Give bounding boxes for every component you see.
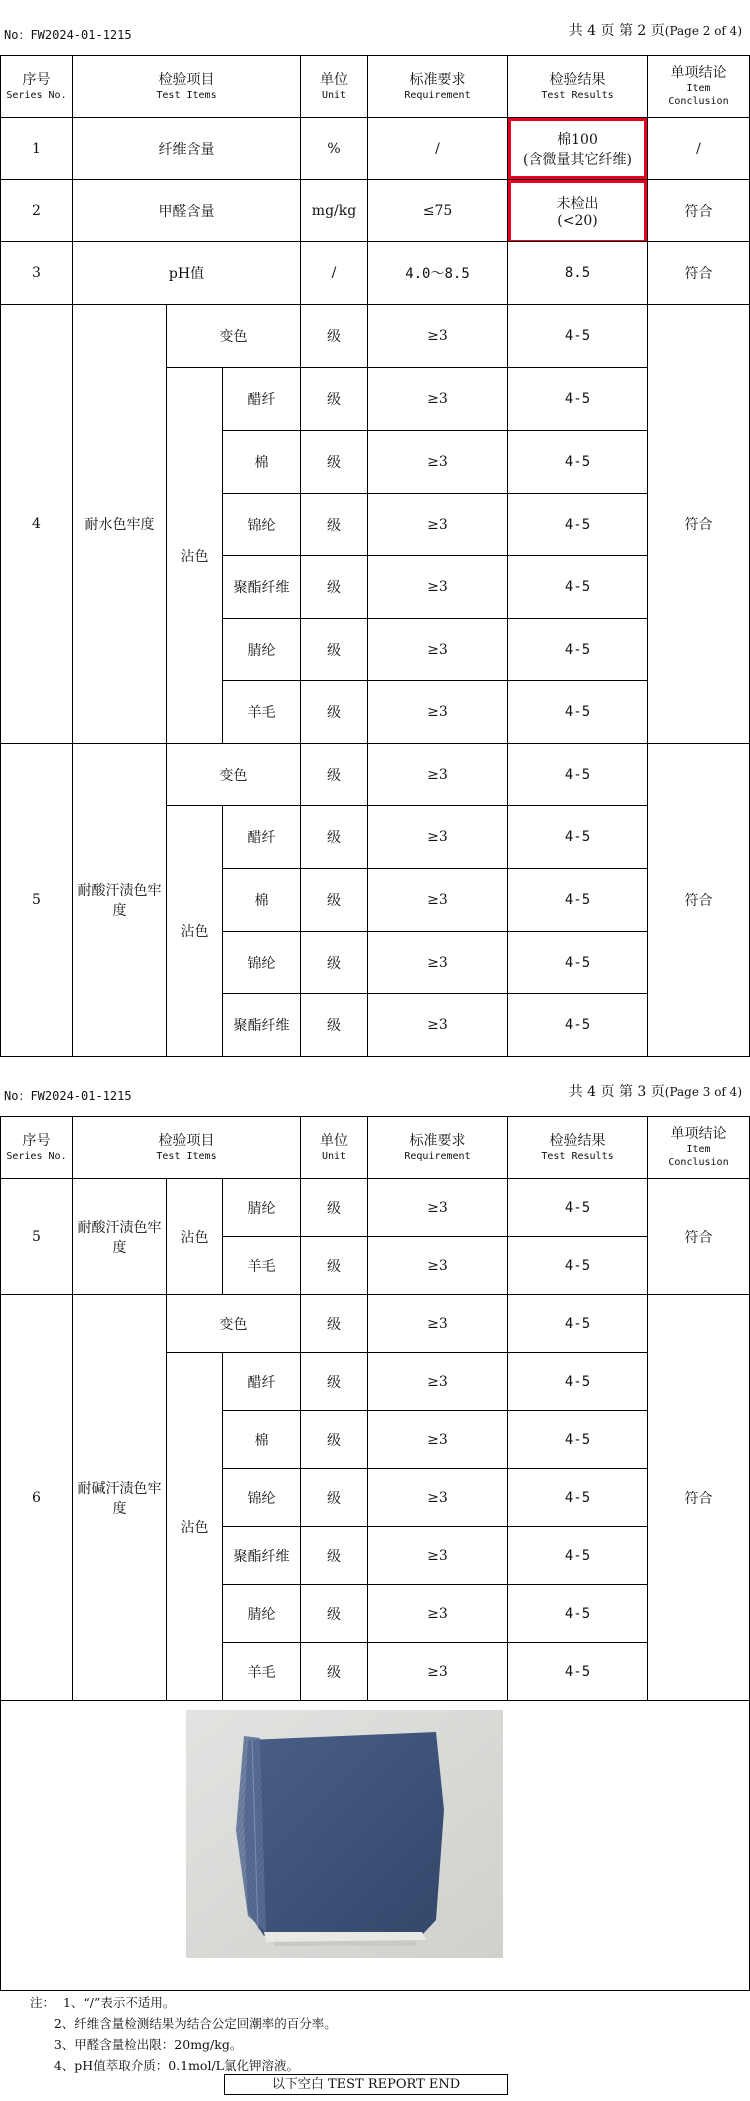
- fabric-name: 棉: [223, 869, 301, 932]
- page-indicator: 共 4 页 第 3 页(Page 3 of 4): [568, 1084, 742, 1100]
- header-conclusion: 单项结论 Item Conclusion: [648, 56, 750, 118]
- unit: 级: [301, 305, 368, 368]
- unit: 级: [301, 744, 368, 806]
- unit: /: [301, 242, 368, 305]
- requirement: ≥3: [368, 368, 508, 431]
- requirement: ≥3: [368, 681, 508, 744]
- fabric-name: 羊毛: [223, 1643, 301, 1701]
- header-unit: 单位 Unit: [301, 56, 368, 118]
- result: 4-5: [508, 1643, 648, 1701]
- unit: 级: [301, 1527, 368, 1585]
- test-item: 耐碱汗渍色牢度: [73, 1295, 167, 1701]
- test-item: 纤维含量: [73, 118, 301, 180]
- highlighted-result: 棉100 (含微量其它纤维): [508, 118, 648, 180]
- conclusion: 符合: [648, 180, 750, 242]
- report-number: No：FW2024-01-1215: [4, 1089, 132, 1103]
- unit: 级: [301, 1179, 368, 1237]
- result: 4-5: [508, 1527, 648, 1585]
- table-row: [1, 1295, 750, 1353]
- unit: 级: [301, 806, 368, 869]
- test-item: 甲醛含量: [73, 180, 301, 242]
- header-results: 检验结果 Test Results: [508, 1117, 648, 1179]
- table-row: [1, 242, 750, 305]
- page-3-header: [0, 1081, 750, 1105]
- result: 4-5: [508, 681, 648, 744]
- result: 4-5: [508, 1469, 648, 1527]
- result: 4-5: [508, 494, 648, 556]
- unit: 级: [301, 1295, 368, 1353]
- requirement: /: [368, 118, 508, 180]
- header-test-items: 检验项目 Test Items: [73, 56, 301, 118]
- note-3: 3、甲醛含量检出限：20mg/kg。: [30, 2037, 243, 2052]
- unit: 级: [301, 431, 368, 494]
- fabric-name: 醋纤: [223, 1353, 301, 1411]
- result: 4-5: [508, 1295, 648, 1353]
- header-series: 序号 Series No.: [1, 1117, 73, 1179]
- requirement: ≥3: [368, 1237, 508, 1295]
- staining-label: 沾色: [167, 1353, 223, 1701]
- fabric-name: 锦纶: [223, 932, 301, 994]
- conclusion: 符合: [648, 242, 750, 305]
- result: 4-5: [508, 619, 648, 681]
- unit: %: [301, 118, 368, 180]
- result: 4-5: [508, 932, 648, 994]
- requirement: ≥3: [368, 1295, 508, 1353]
- series-no: 1: [1, 118, 73, 180]
- series-no: 6: [1, 1295, 73, 1701]
- test-item: pH值: [73, 242, 301, 305]
- requirement: ≥3: [368, 556, 508, 619]
- sample-photo: [186, 1710, 503, 1958]
- report-end-label: 以下空白 TEST REPORT END: [224, 2074, 508, 2095]
- highlight-box: [508, 180, 647, 242]
- requirement: ≥3: [368, 1585, 508, 1643]
- result: 4-5: [508, 1237, 648, 1295]
- color-change-label: 变色: [167, 305, 301, 368]
- note-1: 注： 1、“/”表示不适用。: [30, 1995, 176, 2010]
- table-row: [1, 180, 750, 242]
- requirement: ≤75: [368, 180, 508, 242]
- result: 4-5: [508, 368, 648, 431]
- unit: 级: [301, 1353, 368, 1411]
- color-change-label: 变色: [167, 744, 301, 806]
- unit: 级: [301, 494, 368, 556]
- unit: 级: [301, 368, 368, 431]
- requirement: ≥3: [368, 1527, 508, 1585]
- fabric-name: 羊毛: [223, 681, 301, 744]
- conclusion: 符合: [648, 305, 750, 744]
- conclusion: 符合: [648, 1179, 750, 1295]
- table-row: [1, 118, 750, 180]
- unit: 级: [301, 932, 368, 994]
- requirement: ≥3: [368, 932, 508, 994]
- requirement: ≥3: [368, 744, 508, 806]
- fabric-name: 棉: [223, 431, 301, 494]
- unit: mg/kg: [301, 180, 368, 242]
- unit: 级: [301, 1237, 368, 1295]
- result: 4-5: [508, 1585, 648, 1643]
- unit: 级: [301, 1585, 368, 1643]
- header-test-items: 检验项目 Test Items: [73, 1117, 301, 1179]
- conclusion: 符合: [648, 1295, 750, 1701]
- series-no: 5: [1, 1179, 73, 1295]
- fabric-name: 腈纶: [223, 619, 301, 681]
- unit: 级: [301, 1643, 368, 1701]
- header-requirement: 标准要求 Requirement: [368, 1117, 508, 1179]
- unit: 级: [301, 619, 368, 681]
- denim-fabric-image: [186, 1710, 503, 1958]
- staining-label: 沾色: [167, 368, 223, 744]
- fabric-name: 腈纶: [223, 1179, 301, 1237]
- staining-label: 沾色: [167, 1179, 223, 1295]
- fabric-name: 羊毛: [223, 1237, 301, 1295]
- result: 4-5: [508, 1179, 648, 1237]
- page-2-header: [0, 20, 750, 44]
- fabric-name: 腈纶: [223, 1585, 301, 1643]
- fabric-name: 棉: [223, 1411, 301, 1469]
- unit: 级: [301, 1411, 368, 1469]
- unit: 级: [301, 556, 368, 619]
- result: 4-5: [508, 1411, 648, 1469]
- series-no: 5: [1, 744, 73, 1057]
- requirement: ≥3: [368, 305, 508, 368]
- requirement: ≥3: [368, 869, 508, 932]
- result: 4-5: [508, 305, 648, 368]
- highlight-box: [508, 118, 647, 179]
- requirement: 4.0～8.5: [368, 242, 508, 305]
- unit: 级: [301, 869, 368, 932]
- series-no: 2: [1, 180, 73, 242]
- requirement: ≥3: [368, 994, 508, 1057]
- fabric-name: 聚酯纤维: [223, 556, 301, 619]
- highlighted-result: 未检出 (<20): [508, 180, 648, 242]
- result: 4-5: [508, 431, 648, 494]
- table-row: [1, 305, 750, 368]
- result: 8.5: [508, 242, 648, 305]
- series-no: 3: [1, 242, 73, 305]
- result: 4-5: [508, 994, 648, 1057]
- series-no: 4: [1, 305, 73, 744]
- requirement: ≥3: [368, 1469, 508, 1527]
- page-indicator: 共 4 页 第 2 页(Page 2 of 4): [568, 23, 742, 39]
- result: 4-5: [508, 869, 648, 932]
- table-row: [1, 1179, 750, 1237]
- test-results-table-page2: [0, 55, 750, 1057]
- fabric-name: 醋纤: [223, 368, 301, 431]
- fabric-name: 锦纶: [223, 1469, 301, 1527]
- requirement: ≥3: [368, 431, 508, 494]
- conclusion: 符合: [648, 744, 750, 1057]
- header-unit: 单位 Unit: [301, 1117, 368, 1179]
- staining-label: 沾色: [167, 806, 223, 1057]
- fabric-name: 聚酯纤维: [223, 1527, 301, 1585]
- result: 4-5: [508, 806, 648, 869]
- note-2: 2、纤维含量检测结果为结合公定回潮率的百分率。: [30, 2016, 337, 2031]
- result: 4-5: [508, 744, 648, 806]
- header-results: 检验结果 Test Results: [508, 56, 648, 118]
- test-item: 耐酸汗渍色牢度: [73, 744, 167, 1057]
- requirement: ≥3: [368, 1353, 508, 1411]
- result: 4-5: [508, 1353, 648, 1411]
- requirement: ≥3: [368, 494, 508, 556]
- conclusion: /: [648, 118, 750, 180]
- test-item: 耐水色牢度: [73, 305, 167, 744]
- requirement: ≥3: [368, 1179, 508, 1237]
- requirement: ≥3: [368, 806, 508, 869]
- unit: 级: [301, 994, 368, 1057]
- header-conclusion: 单项结论 Item Conclusion: [648, 1117, 750, 1179]
- requirement: ≥3: [368, 619, 508, 681]
- notes: [30, 1992, 337, 2076]
- fabric-name: 聚酯纤维: [223, 994, 301, 1057]
- header-series: 序号 Series No.: [1, 56, 73, 118]
- requirement: ≥3: [368, 1411, 508, 1469]
- fabric-name: 醋纤: [223, 806, 301, 869]
- header-requirement: 标准要求 Requirement: [368, 56, 508, 118]
- note-4: 4、pH值萃取介质：0.1mol/L氯化钾溶液。: [30, 2058, 299, 2073]
- test-item: 耐酸汗渍色牢度: [73, 1179, 167, 1295]
- table-row: [1, 744, 750, 806]
- unit: 级: [301, 1469, 368, 1527]
- color-change-label: 变色: [167, 1295, 301, 1353]
- unit: 级: [301, 681, 368, 744]
- report-number: No：FW2024-01-1215: [4, 28, 132, 42]
- fabric-name: 锦纶: [223, 494, 301, 556]
- result: 4-5: [508, 556, 648, 619]
- requirement: ≥3: [368, 1643, 508, 1701]
